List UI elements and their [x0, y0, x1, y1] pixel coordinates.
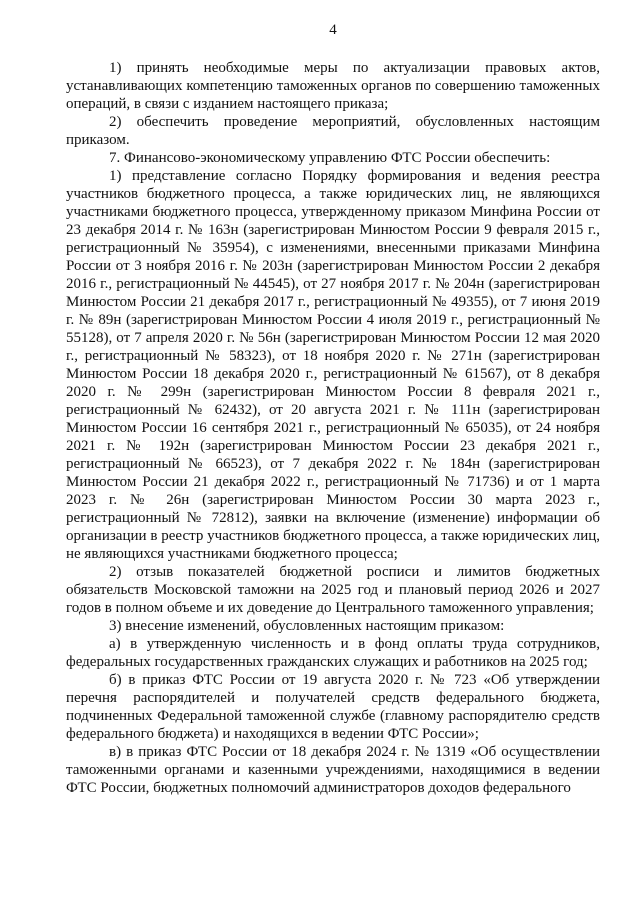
paragraph-item-2-action: 2) обеспечить проведение мероприятий, обусловленных настоящим приказом. [66, 114, 600, 148]
page-number: 4 [329, 22, 337, 38]
paragraph-item-1-registry: 1) представление согласно Порядку формирования и ведения реестра участников бюджетного процесса, а также юридических лиц, не являющихся участниками бюджетного процесса, утвержденному приказом Минфина России от 23 декабря 2014 г. № 163н (зарегистрирован Минюстом России 9 февраля 2015 г., регистрационный № 35954), с изменениями, внесенными приказами Минфина России от 3 ноября 2016 г. № 203н (зарегистрирован Минюстом России 2 декабря 2016 г., регистрационный № 44545), от 27 ноября 2017 г. № 204н (зарегистрирован Минюстом России 21 декабря 2017 г., регистрационный № 49355), от 7 июня 2019 г. № 89н (зарегистрирован Минюстом России 4 июля 2019 г., регистрационный № 55128), от 7 апреля 2020 г. № 56н (зарегистрирован Минюстом России 12 мая 2020 г., регистрационный № 58323), от 18 ноября 2020 г. № 271н (зарегистрирован Минюстом России 18 декабря 2020 г., регистрационный № 61567), от 8 декабря 2020 г. № 299н (зарегистрирован Минюстом России 8 февраля 2021 г., регистрационный № 62432), от 20 августа 2021 г. № 111н (зарегистрирован Минюстом России 16 сентября 2021 г., регистрационный № 65035), от 24 ноября 2021 г. № 192н (зарегистрирован Минюстом России 23 декабря 2021 г., регистрационный № 66523), от 7 декабря 2022 г. № 184н (зарегистрирован Минюстом России 21 декабря 2022 г., регистрационный № 71736) и от 1 марта 2023 г. № 26н (зарегистрирован Минюстом России 30 марта 2023 г., регистрационный № 72812), заявки на включение (изменение) информации об организации в реестр участников бюджетного процесса, а также юридических лиц, не являющихся участниками бюджетного процесса; [66, 168, 600, 562]
paragraph-item-1-action: 1) принять необходимые меры по актуализации правовых актов, устанавливающих компетенцию таможенных органов по совершению таможенных операций, в связи с изданием настоящего приказа; [66, 60, 600, 112]
paragraph-subitem-v: в) в приказ ФТС России от 18 декабря 2024 г. № 1319 «Об осуществлении таможенными органами и казенными учреждениями, находящимися в ведении ФТС России, бюджетных полномочий администраторов доходов федерального [66, 744, 600, 796]
paragraph-section-7-heading: 7. Финансово-экономическому управлению ФТС России обеспечить: [109, 150, 551, 166]
paragraph-item-3-changes: 3) внесение изменений, обусловленных настоящим приказом: [109, 618, 505, 634]
paragraph-item-2-budget: 2) отзыв показателей бюджетной росписи и лимитов бюджетных обязательств Московской таможни на 2025 год и плановый период 2026 и 2027 годов в полном объеме и их доведение до Центрального таможенного управления; [66, 564, 600, 616]
paragraph-subitem-b: б) в приказ ФТС России от 19 августа 2020 г. № 723 «Об утверждении перечня распорядителей и получателей средств федерального бюджета, подчиненных Федеральной таможенной службе (главному распорядителю средств федерального бюджета) и находящихся в ведении ФТС России»; [66, 672, 600, 742]
paragraph-subitem-a: а) в утвержденную численность и в фонд оплаты труда сотрудников, федеральных государственных гражданских служащих и работников на 2025 год; [66, 636, 600, 670]
document-body [66, 59, 600, 797]
